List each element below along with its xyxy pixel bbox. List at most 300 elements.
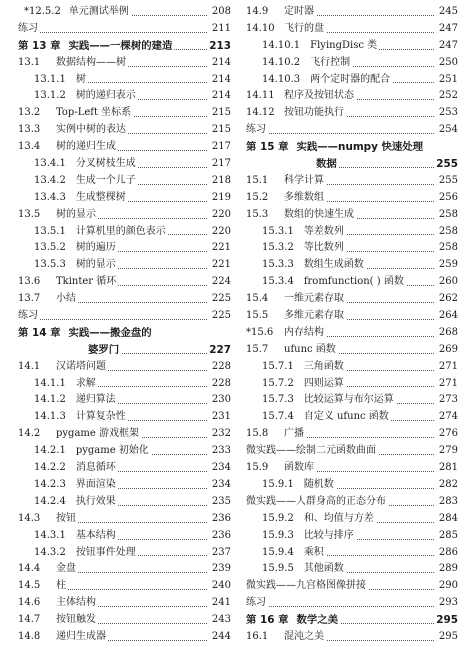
toc-entry-number: 15.4	[246, 293, 269, 305]
toc-chapter-entry	[246, 612, 458, 629]
toc-entry-number: 14.2.3	[34, 478, 66, 490]
toc-entry-title: 练习	[18, 22, 38, 34]
toc-page-number: 273	[436, 392, 458, 409]
toc-entry-title: 按钮	[56, 512, 76, 524]
toc-chapter-entry	[18, 342, 231, 359]
toc-right-column	[246, 4, 458, 646]
toc-page-number: 253	[436, 105, 458, 122]
toc-chapter-entry	[246, 156, 458, 173]
toc-entry-title: 界面渲染	[75, 478, 116, 490]
toc-entry-title: 树的递归表示	[75, 90, 136, 102]
toc-entry-label	[18, 595, 98, 612]
toc-entry-number: 15.9	[246, 462, 269, 474]
toc-entry	[246, 257, 458, 274]
toc-entry-label	[246, 88, 356, 105]
toc-entry-title: 三角函数	[303, 360, 344, 372]
toc-page-number: 217	[209, 156, 231, 173]
toc-entry-number: 13.5	[18, 208, 41, 220]
toc-entry-title: 按钮事件处理	[75, 546, 136, 558]
toc-entry-number: 14.1.3	[34, 411, 66, 423]
toc-entry-number: 第 15 章	[246, 141, 289, 154]
toc-entry-title: 飞行的盘	[284, 22, 324, 34]
toc-entry-label	[18, 207, 98, 224]
toc-entry	[246, 477, 458, 494]
toc-entry-label	[262, 55, 352, 72]
toc-chapter-entry	[18, 325, 231, 342]
toc-entry-label	[262, 511, 376, 528]
toc-page-number: 214	[209, 55, 231, 72]
toc-entry-label	[262, 528, 356, 545]
toc-entry-title: 定时器	[284, 6, 314, 17]
toc-entry	[246, 55, 458, 72]
toc-entry-title: 树的遍历	[75, 242, 116, 254]
toc-page-number: 235	[209, 494, 231, 511]
toc-entry-title: 微实践——绘制二元函数曲面	[246, 445, 376, 457]
toc-page-number: 256	[436, 190, 458, 207]
toc-entry-number: 14.12	[246, 107, 275, 119]
toc-entry-title: 等差数列	[303, 225, 344, 237]
toc-entry	[18, 359, 231, 376]
toc-entry-label	[18, 612, 98, 629]
toc-entry	[18, 629, 231, 646]
toc-entry-number: 第 14 章	[18, 326, 61, 339]
toc-page-number: 255	[436, 156, 458, 173]
toc-entry	[18, 545, 231, 562]
toc-entry-label	[316, 156, 339, 173]
toc-page-number: 250	[436, 55, 458, 72]
toc-entry-number: 15.7	[246, 343, 269, 355]
toc-entry-title: ufunc 函数	[284, 343, 336, 355]
toc-page-number: 259	[436, 257, 458, 274]
toc-entry	[246, 105, 458, 122]
toc-entry-title: 金盘	[56, 563, 76, 575]
toc-entry-label	[34, 224, 168, 241]
toc-page-number: 254	[436, 122, 458, 139]
toc-entry-number: 15.1	[246, 174, 269, 186]
toc-entry	[18, 190, 231, 207]
toc-entry-title: 等比数列	[303, 242, 344, 254]
toc-entry-number: *15.6	[246, 326, 274, 338]
toc-entry	[18, 240, 231, 257]
toc-entry-number: 13.5.1	[34, 225, 66, 237]
toc-entry-number: 14.10.3	[262, 73, 301, 85]
toc-entry-number: 14.2.4	[34, 495, 66, 507]
toc-entry	[246, 291, 458, 308]
toc-entry-number: 13.1.1	[34, 73, 66, 85]
toc-entry-title: 计算复杂性	[75, 411, 126, 423]
toc-entry-title: 多维元素存取	[284, 310, 344, 322]
toc-entry-title: 实践——搬金盘的	[68, 326, 152, 339]
toc-entry-label	[246, 122, 268, 139]
toc-page-number: 279	[436, 443, 458, 460]
toc-entry-number: 第 13 章	[18, 39, 61, 52]
toc-entry-label	[18, 21, 40, 38]
toc-entry-number: 14.2.1	[34, 445, 66, 457]
toc-entry-label	[34, 494, 118, 511]
toc-entry-label	[34, 528, 118, 545]
toc-entry	[18, 122, 231, 139]
toc-entry	[18, 578, 231, 595]
toc-entry	[18, 224, 231, 241]
toc-entry-number: 14.3.1	[34, 529, 66, 541]
toc-entry	[246, 561, 458, 578]
toc-entry	[18, 207, 231, 224]
toc-entry-number: 13.4.2	[34, 174, 66, 186]
toc-page-number: 221	[209, 240, 231, 257]
toc-entry-number: 15.5	[246, 310, 269, 322]
toc-entry-label	[262, 392, 396, 409]
toc-entry-title: 练习	[246, 597, 266, 609]
toc-entry-title: Tkinter 循环	[56, 276, 117, 288]
toc-entry-label	[18, 578, 68, 595]
toc-entry-number: 14.8	[18, 630, 41, 642]
toc-entry-number: 15.7.2	[262, 377, 294, 389]
toc-entry	[18, 4, 231, 21]
toc-entry	[18, 460, 231, 477]
toc-entry-title: 广播	[284, 428, 304, 440]
toc-entry	[246, 511, 458, 528]
toc-page-number: 233	[209, 443, 231, 460]
toc-entry-label	[18, 511, 78, 528]
toc-page-number: 274	[436, 409, 458, 426]
toc-entry-title: 计算机里的颜色表示	[75, 225, 166, 237]
toc-entry-label	[18, 359, 108, 376]
toc-page-number: 245	[436, 4, 458, 21]
toc-entry-title: 递归算法	[75, 394, 116, 406]
toc-page-number: 281	[436, 460, 458, 477]
toc-entry-label	[246, 291, 346, 308]
toc-entry-label	[246, 443, 378, 460]
toc-entry-label	[34, 460, 118, 477]
toc-page-number: 220	[209, 224, 231, 241]
toc-entry	[18, 88, 231, 105]
toc-entry	[246, 173, 458, 190]
toc-entry	[18, 426, 231, 443]
toc-entry-number: 15.9.1	[262, 478, 294, 490]
toc-page-number: 258	[436, 240, 458, 257]
toc-page-number: 214	[209, 88, 231, 105]
toc-entry-number: 14.10.2	[262, 56, 301, 68]
toc-page-number: 234	[209, 477, 231, 494]
toc-entry-number: 13.4.3	[34, 191, 66, 203]
toc-entry	[246, 595, 458, 612]
toc-entry-label	[262, 545, 326, 562]
toc-entry-number: 14.1.2	[34, 394, 66, 406]
toc-entry-number: *12.5.2	[24, 6, 61, 17]
toc-entry-number: 14.7	[18, 614, 41, 626]
toc-entry-title: 函数库	[284, 462, 314, 474]
toc-entry-title: 一维元素存取	[284, 293, 344, 305]
toc-entry	[18, 409, 231, 426]
toc-entry-label	[246, 578, 368, 595]
toc-entry-number: 14.4	[18, 563, 41, 575]
toc-entry-title: 内存结构	[284, 326, 324, 338]
toc-page-number: 241	[209, 595, 231, 612]
toc-entry	[246, 207, 458, 224]
toc-entry-label	[18, 308, 40, 325]
toc-entry	[246, 359, 458, 376]
toc-page-number: 225	[209, 308, 231, 325]
toc-entry-title: 执行效果	[75, 495, 116, 507]
toc-entry	[246, 426, 458, 443]
toc-entry-label	[34, 443, 151, 460]
toc-entry	[18, 274, 231, 291]
toc-entry	[246, 240, 458, 257]
toc-entry	[18, 308, 231, 325]
toc-entry	[18, 494, 231, 511]
toc-entry	[246, 460, 458, 477]
toc-page-number: 258	[436, 224, 458, 241]
toc-entry-number: 14.1	[18, 360, 41, 372]
toc-entry-label	[18, 426, 141, 443]
toc-page-number: 228	[209, 359, 231, 376]
toc-entry	[246, 409, 458, 426]
toc-page-number: 260	[436, 274, 458, 291]
toc-entry-title: 消息循环	[75, 462, 116, 474]
toc-entry-number: 15.9.4	[262, 546, 294, 558]
toc-entry-label	[246, 308, 346, 325]
toc-page-number: 252	[436, 88, 458, 105]
toc-entry	[246, 342, 458, 359]
toc-left-column	[18, 4, 231, 646]
toc-entry-label	[262, 409, 391, 426]
toc-entry	[18, 257, 231, 274]
toc-entry-label	[246, 105, 346, 122]
toc-entry	[246, 376, 458, 393]
toc-page-number: 208	[209, 4, 231, 21]
toc-entry-title: 和、均值与方差	[303, 512, 374, 524]
toc-entry-label	[34, 545, 138, 562]
toc-dot-leader	[28, 32, 207, 33]
toc-entry-title: 乘积	[303, 546, 324, 558]
toc-entry-number: 15.9.2	[262, 512, 294, 524]
toc-dot-leader	[256, 133, 434, 134]
toc-entry-label	[34, 88, 138, 105]
toc-entry-title: 微实践——九宫格图像拼接	[246, 580, 366, 592]
toc-entry-number: 15.3.3	[262, 259, 294, 271]
toc-page-number: 215	[209, 105, 231, 122]
toc-page-number: 219	[209, 190, 231, 207]
toc-entry-label	[246, 426, 306, 443]
toc-entry-label	[262, 240, 346, 257]
toc-entry	[246, 122, 458, 139]
toc-entry	[246, 443, 458, 460]
toc-entry-title: 数据	[316, 158, 337, 171]
toc-entry-title: 实践——一棵树的建造	[68, 39, 173, 52]
toc-entry-number: 15.3.1	[262, 225, 294, 237]
toc-entry-title: 生成一个儿子	[75, 174, 136, 186]
toc-entry	[246, 392, 458, 409]
toc-entry-title: 树的显示	[75, 259, 116, 271]
toc-entry-title: 比较与排序	[303, 529, 354, 541]
toc-entry	[18, 21, 231, 38]
toc-entry-label	[18, 274, 118, 291]
toc-entry-label	[18, 325, 154, 342]
toc-entry-number: 15.7.3	[262, 394, 294, 406]
toc-entry-title: 主体结构	[56, 597, 96, 609]
toc-page-number: 244	[209, 629, 231, 646]
toc-entry-title: 随机数	[303, 478, 334, 490]
toc-page-number: 289	[436, 561, 458, 578]
toc-entry-number: 13.4	[18, 141, 41, 153]
toc-entry-title: 实例中树的表达	[56, 124, 126, 136]
toc-entry-title: 数组的快速生成	[284, 208, 354, 220]
toc-entry-label	[262, 274, 406, 291]
toc-entry-label	[18, 561, 78, 578]
toc-entry-label	[18, 55, 128, 72]
toc-entry	[18, 291, 231, 308]
toc-entry-label	[34, 477, 118, 494]
toc-entry-number: 15.2	[246, 191, 269, 203]
toc-entry-label	[262, 359, 346, 376]
toc-entry-label	[34, 376, 98, 393]
toc-entry-title: 比较运算与布尔运算	[303, 394, 394, 406]
toc-page-number: 231	[209, 409, 231, 426]
toc-page-number: 243	[209, 612, 231, 629]
toc-entry-number: 14.2.2	[34, 462, 66, 474]
toc-entry-label	[246, 4, 316, 21]
toc-entry	[246, 545, 458, 562]
toc-entry-label	[262, 38, 379, 55]
toc-entry-number: 16.1	[246, 630, 269, 642]
toc-entry	[246, 38, 458, 55]
toc-entry	[18, 173, 231, 190]
toc-entry	[18, 443, 231, 460]
toc-entry-title: 生成整棵树	[75, 191, 126, 203]
toc-entry	[246, 578, 458, 595]
toc-entry-number: 15.3.4	[262, 276, 294, 288]
toc-entry-number: 第 16 章	[246, 614, 289, 627]
toc-entry-title: 练习	[246, 124, 266, 136]
toc-entry-label	[262, 376, 346, 393]
toc-entry-label	[34, 72, 88, 89]
toc-entry-label	[34, 392, 118, 409]
toc-page-number: 232	[209, 426, 231, 443]
toc-entry-label	[246, 342, 338, 359]
toc-entry-label	[262, 561, 346, 578]
toc-entry-title: fromfunction( ) 函数	[303, 276, 404, 288]
toc-entry-label	[34, 173, 138, 190]
toc-entry-number: 13.1.2	[34, 90, 66, 102]
toc-entry-title: 多维数组	[284, 191, 324, 203]
toc-entry-number: 14.3.2	[34, 546, 66, 558]
toc-entry-title: 程序及按钮状态	[284, 90, 354, 102]
toc-entry-number: 13.5.3	[34, 259, 66, 271]
toc-entry-label	[262, 224, 346, 241]
toc-entry-label	[246, 494, 388, 511]
toc-entry-title: Top-Left 坐标系	[56, 107, 132, 119]
toc-entry-title: 树的显示	[56, 208, 96, 220]
toc-entry-label	[246, 325, 326, 342]
toc-entry-title: 飞行控制	[310, 56, 351, 68]
toc-entry-title: 自定义 ufunc 函数	[303, 411, 389, 423]
toc-entry-number: 14.1.1	[34, 377, 66, 389]
toc-entry-title: 数组生成函数	[303, 259, 364, 271]
toc-page-number: 213	[209, 38, 231, 55]
toc-page-number: 228	[209, 376, 231, 393]
toc-entry-title: 其他函数	[303, 563, 344, 575]
toc-entry-label	[246, 173, 326, 190]
toc-entry-number: 15.3	[246, 208, 269, 220]
toc-page-number: 284	[436, 511, 458, 528]
toc-entry-label	[34, 409, 128, 426]
toc-page-number: 230	[209, 392, 231, 409]
toc-entry-title: 数据结构——树	[56, 56, 126, 68]
toc-entry-label	[246, 139, 425, 156]
toc-page-number: 251	[436, 72, 458, 89]
toc-entry-number: 14.6	[18, 597, 41, 609]
toc-page-number: 295	[436, 629, 458, 646]
toc-page-number: 286	[436, 545, 458, 562]
toc-entry-title: 婆罗门	[88, 343, 120, 356]
toc-page-number: 240	[209, 578, 231, 595]
toc-entry	[18, 612, 231, 629]
toc-page-number: 271	[436, 359, 458, 376]
toc-entry-title: 递归生成器	[56, 630, 106, 642]
toc-page-number: 268	[436, 325, 458, 342]
toc-page-number: 262	[436, 291, 458, 308]
toc-dot-leader	[326, 167, 434, 168]
toc-dot-leader	[28, 319, 207, 320]
toc-entry	[246, 72, 458, 89]
toc-page-number: 224	[209, 274, 231, 291]
toc-entry-number: 13.2	[18, 107, 41, 119]
toc-entry	[18, 72, 231, 89]
toc-entry	[246, 224, 458, 241]
toc-entry-title: pygame 游戏框架	[56, 428, 139, 440]
toc-entry-number: 14.9	[246, 6, 269, 17]
toc-page-number: 282	[436, 477, 458, 494]
toc-entry-number: 15.3.2	[262, 242, 294, 254]
toc-entry-title: 树	[75, 73, 86, 85]
toc-entry-title: 树的递归生成	[56, 141, 116, 153]
toc-entry	[246, 494, 458, 511]
toc-entry-title: 单元测试举例	[68, 6, 129, 17]
toc-entry-label	[246, 21, 326, 38]
toc-entry-label	[18, 291, 78, 308]
toc-entry-title: 微实践——人群身高的正态分布	[246, 495, 386, 507]
toc-entry-number: 14.2	[18, 428, 41, 440]
toc-chapter-entry	[18, 38, 231, 55]
toc-entry-label	[34, 190, 128, 207]
toc-entry-label	[18, 105, 133, 122]
toc-entry-title: pygame 初始化	[75, 445, 149, 457]
toc-chapter-entry	[246, 139, 458, 156]
toc-entry-title: 分叉树枝生成	[75, 158, 136, 170]
toc-entry-number: 14.10.1	[262, 39, 301, 51]
toc-page-number: 264	[436, 308, 458, 325]
toc-page-number: 271	[436, 376, 458, 393]
toc-page-number: 247	[436, 38, 458, 55]
toc-entry-label	[34, 257, 118, 274]
toc-page-number: 239	[209, 561, 231, 578]
toc-entry-label	[246, 190, 326, 207]
toc-entry-label	[246, 207, 356, 224]
toc-entry-number: 14.10	[246, 22, 275, 34]
toc-entry-title: 按钮触发	[56, 614, 96, 626]
toc-entry-title: FlyingDisc 类	[310, 39, 378, 51]
toc-entry	[246, 528, 458, 545]
toc-entry-label	[18, 122, 128, 139]
toc-entry-label	[262, 72, 392, 89]
toc-entry-number: 13.1	[18, 56, 41, 68]
toc-entry-number: 15.7.1	[262, 360, 294, 372]
toc-entry	[18, 477, 231, 494]
toc-entry-title: 混沌之美	[284, 630, 324, 642]
toc-page-number: 283	[436, 494, 458, 511]
toc-page-number: 290	[436, 578, 458, 595]
toc-entry-label	[34, 240, 118, 257]
